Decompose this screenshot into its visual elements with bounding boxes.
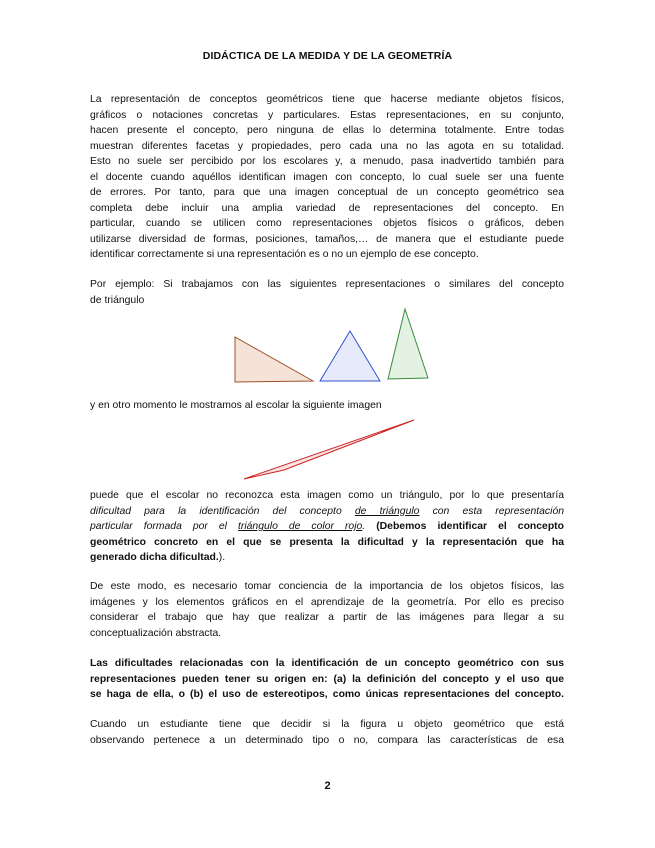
text-line: particular, cuando se utilicen como representaciones objetos físicos o gráficos, deben bbox=[90, 218, 564, 229]
text-line: Esto no suele ser percibido por los escolares y, a menudo, pasa inadvertido también para bbox=[90, 156, 564, 167]
page-number: 2 bbox=[324, 780, 331, 792]
text-fragment: dificultad para la identificación del concepto bbox=[90, 505, 355, 517]
text-fragment: . bbox=[362, 521, 377, 532]
text-line: puede que el escolar no reconozca esta imagen como un triángulo, por lo que presentaría bbox=[90, 490, 564, 501]
text-line: Las dificultades relacionadas con la identificación de un concepto geométrico con sus bbox=[90, 658, 564, 669]
underlined-fragment: de triángulo bbox=[354, 505, 420, 517]
text-line: hacen presente el concepto, pero ninguna de ellas lo determina totalmente. Entre todas bbox=[90, 125, 564, 136]
text-line: de triángulo bbox=[90, 294, 145, 306]
red-thin-triangle bbox=[244, 420, 414, 479]
bold-fragment: generado dicha dificultad. bbox=[90, 552, 219, 563]
green-isosceles-triangle bbox=[388, 309, 428, 379]
text-line: La representación de conceptos geométricos tiene que hacerse mediante objetos físicos, bbox=[90, 94, 564, 105]
red-triangle-figure bbox=[240, 415, 420, 485]
paragraph-awareness bbox=[90, 579, 564, 641]
paragraph-difficulty bbox=[90, 488, 564, 566]
text-line: imágenes y los elementos gráficos en el aprendizaje de la geometría. Por ello es preciso bbox=[90, 596, 564, 608]
text-line: considerar el trabajo que hay que realizar a partir de las imágenes para llegar a su bbox=[90, 612, 564, 623]
paragraph-representation bbox=[90, 92, 564, 263]
text-line: muestran diferentes facetas y propiedades, pero cada una no las agota en su totalidad. bbox=[90, 140, 564, 152]
text-line: de errores. Por tanto, para que una imagen conceptual de un concepto geométrico sea bbox=[90, 187, 564, 198]
text-line: utilizarse diversidad de formas, posiciones, tamaños,… de manera que el estudiante puede bbox=[90, 233, 564, 245]
paragraph-example bbox=[90, 277, 564, 308]
text-line: Por ejemplo: Si trabajamos con las siguientes representaciones o similares del concepto bbox=[90, 279, 564, 290]
text-line: el docente cuando aquéllos identifican imagen con concepto, lo cual suele ser una fuente bbox=[90, 171, 564, 183]
text-line bbox=[90, 504, 564, 520]
text-line bbox=[90, 550, 564, 566]
text-line: se haga de ella, o (b) el uso de estereotipos, como únicas representaciones del concepto. bbox=[90, 689, 564, 700]
text-fragment: con esta representación bbox=[419, 505, 564, 517]
triangle-examples-figure bbox=[225, 305, 435, 385]
text-line: gráficos o notaciones concretas y particulares. Estas representaciones, en su conjunto, bbox=[90, 109, 564, 121]
underlined-fragment: triángulo de color rojo bbox=[238, 521, 363, 532]
text-line: Cuando un estudiante tiene que decidir si la figura u objeto geométrico que está bbox=[90, 719, 564, 730]
text-line: identificar correctamente si una representación es o no un ejemplo de ese concepto. bbox=[90, 249, 479, 260]
text-line: representaciones pueden tener su origen en: (a) la definición del concepto y el uso que bbox=[90, 673, 564, 685]
text-line: observando pertenece a un determinado tipo o no, compara las características de esa bbox=[90, 734, 564, 746]
blue-equilateral-triangle bbox=[320, 331, 380, 381]
paragraph-another-moment bbox=[90, 398, 564, 414]
text-line: y en otro momento le mostramos al escolar la siguiente imagen bbox=[90, 400, 382, 411]
brown-obtuse-triangle bbox=[235, 337, 313, 382]
text-line: geométrico concreto en el que se presenta la dificultad y la representación que ha bbox=[90, 536, 564, 548]
paragraph-difficulties-bold bbox=[90, 656, 564, 703]
text-line: conceptualización abstracta. bbox=[90, 627, 222, 639]
text-fragment: particular formada por el bbox=[90, 521, 238, 532]
bold-fragment: (Debemos identificar el concepto bbox=[376, 521, 564, 532]
text-line: completa debe incluir una amplia variedad de representaciones del concepto. En bbox=[90, 202, 564, 214]
text-line: De este modo, es necesario tomar conciencia de la importancia de los objetos físicos, las bbox=[90, 581, 564, 592]
page-title: DIDÁCTICA DE LA MEDIDA Y DE LA GEOMETRÍA bbox=[202, 50, 453, 62]
paragraph-student-decides bbox=[90, 717, 564, 748]
text-fragment: ). bbox=[218, 552, 226, 563]
text-line bbox=[90, 519, 564, 535]
